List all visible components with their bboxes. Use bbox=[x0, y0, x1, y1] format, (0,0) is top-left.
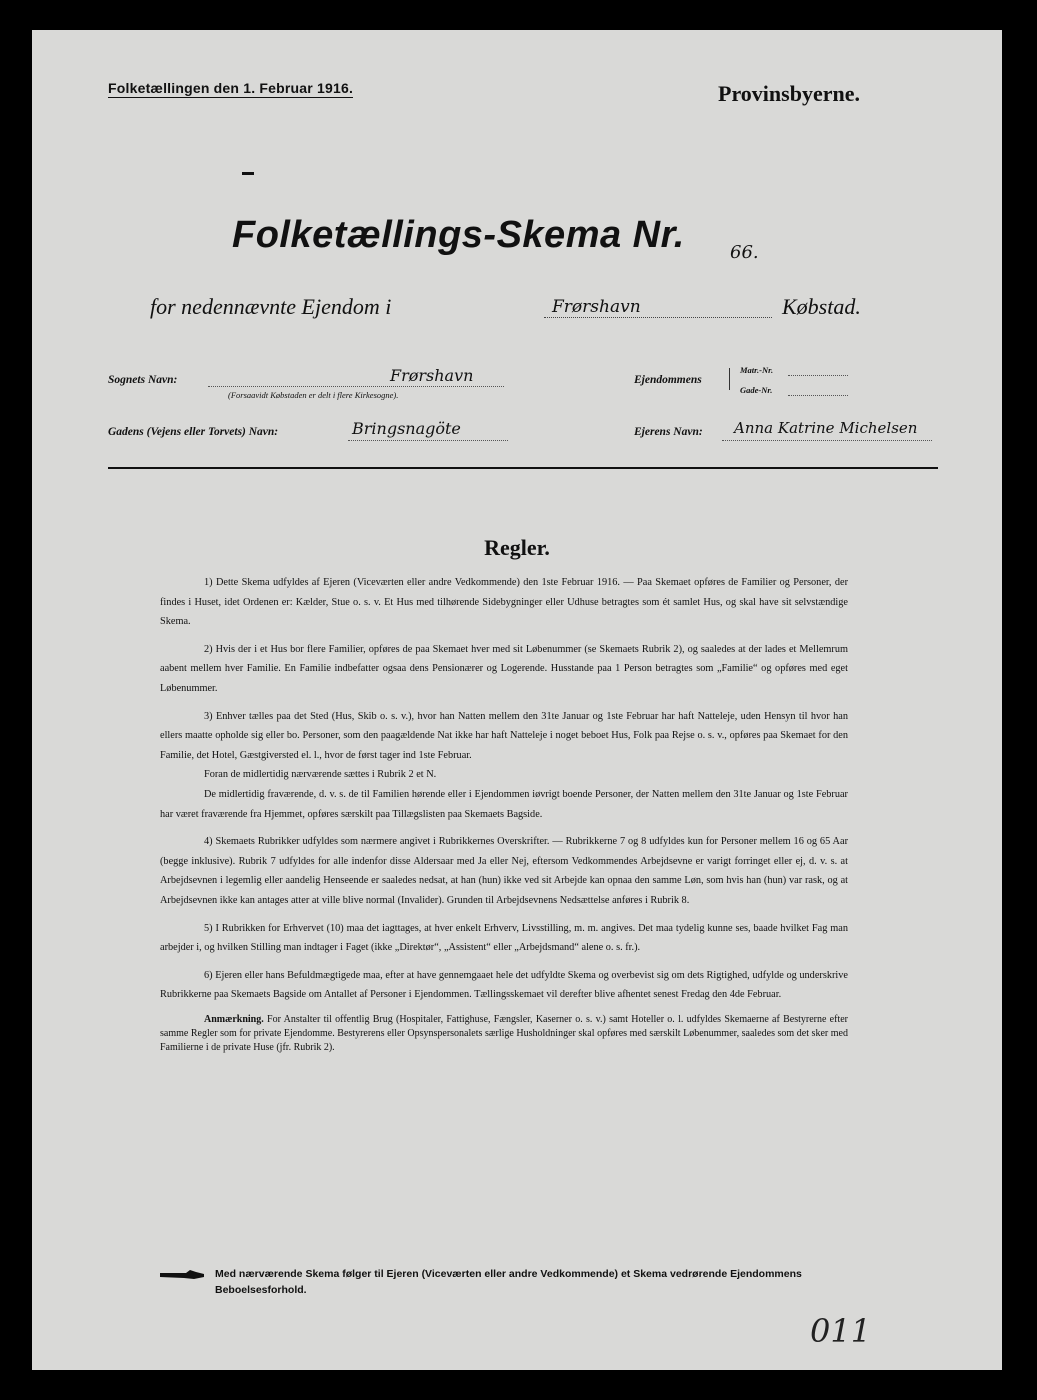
pointing-hand-icon bbox=[160, 1270, 204, 1280]
rules-section bbox=[160, 573, 848, 1063]
sogn-field-value: Frørshavn bbox=[390, 366, 474, 385]
archive-stamp-number: 011 bbox=[810, 1312, 872, 1350]
matr-field-line bbox=[788, 375, 848, 376]
brace-mark bbox=[729, 368, 730, 390]
gade-label-text: Gadens (Vejens eller Torvets) Navn: bbox=[108, 426, 279, 438]
rule-6: 6) Ejeren eller hans Befuldmægtigede maa, efter at have gennemgaaet hele det udfyldte Skema og overbevist sig om dets Rigtighed, udfylde og underskrive Rubrikkerne paa Skemaets Bagside om Antallet af Personer i Ejendommen. Tællingsskemaet vil derefter blive afhentet senest Fredag den 4de Februar. bbox=[160, 969, 848, 1001]
gade-label bbox=[108, 426, 278, 438]
ejendom-label bbox=[634, 374, 702, 386]
city-field-line bbox=[544, 317, 772, 318]
gade-nr-field-line bbox=[788, 395, 848, 396]
form-number-handwritten: 66. bbox=[730, 242, 759, 263]
header-census-date: Folketællingen den 1. Februar 1916. bbox=[108, 80, 354, 96]
sogn-label bbox=[108, 374, 177, 386]
enclosure-footnote: Med nærværende Skema følger til Ejeren (Viceværten eller andre Vedkommende) et Skema vedrørende Ejendommens Beboelsesforhold. bbox=[215, 1268, 802, 1296]
mark-dash bbox=[242, 172, 254, 175]
rule-3: 3) Enhver tælles paa det Sted (Hus, Skib o. s. v.), hvor han Natten mellem den 31te Januar og 1ste Februar har haft Natteleje, uden Hensyn til hvor han ellers maatte opholde sig eller bo. Personer, som den paagældende Nat ikke har haft Natteleje i noget beboet Hus, Folk paa Rejse o. s. v., opføres paa Skemaet for den Familie, det Hotel, Gæstgiversted el. l., hvor de først tager ind 1ste Februar. bbox=[160, 710, 848, 761]
sogn-label-text: Sognets Navn: bbox=[108, 374, 178, 386]
ejer-field-line bbox=[722, 440, 932, 441]
gade-nr-label: Gade-Nr. bbox=[740, 385, 773, 395]
ejendom-label-text: Ejendommens bbox=[634, 374, 702, 386]
ejer-label bbox=[634, 426, 703, 438]
remark-label: Anmærkning. bbox=[204, 1013, 264, 1025]
rule-3c: De midlertidig fraværende, d. v. s. de til Familien hørende eller i Ejendommen iøvrigt boende Personer, der Natten mellem den 31te Januar og 1ste Februar har været fraværende fra Hjemmet, opføres særskilt paa Tillægslisten paa Skemaets Bagside. bbox=[160, 788, 848, 820]
census-form-page bbox=[32, 30, 1002, 1370]
sogn-note: (Forsaavidt Købstaden er delt i flere Kirkesogne). bbox=[228, 390, 399, 400]
gade-field-value: Bringsnagöte bbox=[352, 419, 461, 438]
regler-title: Regler. bbox=[484, 535, 550, 560]
section-divider bbox=[108, 467, 938, 469]
ejer-field-value: Anna Katrine Michelsen bbox=[734, 419, 918, 437]
remark bbox=[160, 1013, 848, 1055]
property-prefix: for nedennævnte Ejendom i bbox=[150, 294, 392, 319]
remark-text: For Anstalter til offentlig Brug (Hospitaler, Fattighuse, Fængsler, Kaserner o. s. v.) samt Hoteller o. l. udfyldes Skemaerne af Bestyrerne efter samme Regler som for private Ejendomme. Bestyrerens eller Opsynspersonalets særlige Husholdninger skal opføres med særskilt Løbenummer, saaledes som det sker med Familierne i de private Huse (jfr. Rubrik 2). bbox=[160, 1013, 848, 1053]
rule-5: 5) I Rubrikken for Erhvervet (10) maa det iagttages, at hver enkelt Erhverv, Livsstilling, m. m. angives. Det maa tydelig kunne ses, baade hvilket Fag man arbejder i, og hvilken Stilling man indtager i Faget (ikke „Direktør“, „Assistent“ eller „Arbejdsmand“ alene o. s. fr.). bbox=[160, 922, 848, 954]
sogn-field-line bbox=[208, 386, 504, 387]
matr-label: Matr.-Nr. bbox=[740, 365, 774, 375]
rule-2: 2) Hvis der i et Hus bor flere Familier, opføres de paa Skemaet hver med sit Løbenummer (se Skemaets Rubrik 2), og saaledes at der lades et Mellemrum aabent mellem hver Familie. En Familie indbefatter ogsaa dens Pensionærer og Logerende. Husstande paa 1 Person betragtes som „Familie“ og opføres med eget Løbenummer. bbox=[160, 643, 848, 694]
ejer-label-text: Ejerens Navn: bbox=[634, 426, 703, 438]
header-region: Provinsbyerne. bbox=[718, 81, 860, 106]
gade-field-line bbox=[348, 440, 508, 441]
rule-1: 1) Dette Skema udfyldes af Ejeren (Viceværten eller andre Vedkommende) den 1ste Februar 1916. — Paa Skemaet opføres de Familier og Personer, der findes i Huset, idet Ordenen er: Kælder, Stue o. s. v. Et Hus med tilhørende Sidebygninger eller Udhuse betragtes som ét samlet Hus, og skal have sit selvstændige Skema. bbox=[160, 577, 848, 628]
form-title: Folketællings-Skema Nr. bbox=[232, 214, 685, 256]
city-field-value: Frørshavn bbox=[552, 297, 641, 317]
property-suffix: Købstad. bbox=[782, 294, 861, 319]
rule-3b: Foran de midlertidig nærværende sættes i Rubrik 2 et N. bbox=[204, 769, 437, 781]
rule-4: 4) Skemaets Rubrikker udfyldes som nærmere angivet i Rubrikkernes Overskrifter. — Rubrikkerne 7 og 8 udfyldes kun for Personer mellem 16 og 65 Aar (begge inklusive). Rubrik 7 udfyldes for alle indenfor disse Aldersaar med Ja eller Nej, eftersom Vedkommendes Arbejdsevne er varigt forringet eller ej, d. v. s. at Arbejdsevnen i legemlig eller aandelig Henseende er saaledes nedsat, at han (hun) ikke ved sit Arbejde kan opnaa den samme Løn, som hvis han (hun) var rask, og at Arbejdsevnen ikke kan antages atter at ville blive normal (Invalider). Grunden til Arbejdsevnens Nedsættelse anføres i Rubrik 8. bbox=[160, 836, 848, 906]
